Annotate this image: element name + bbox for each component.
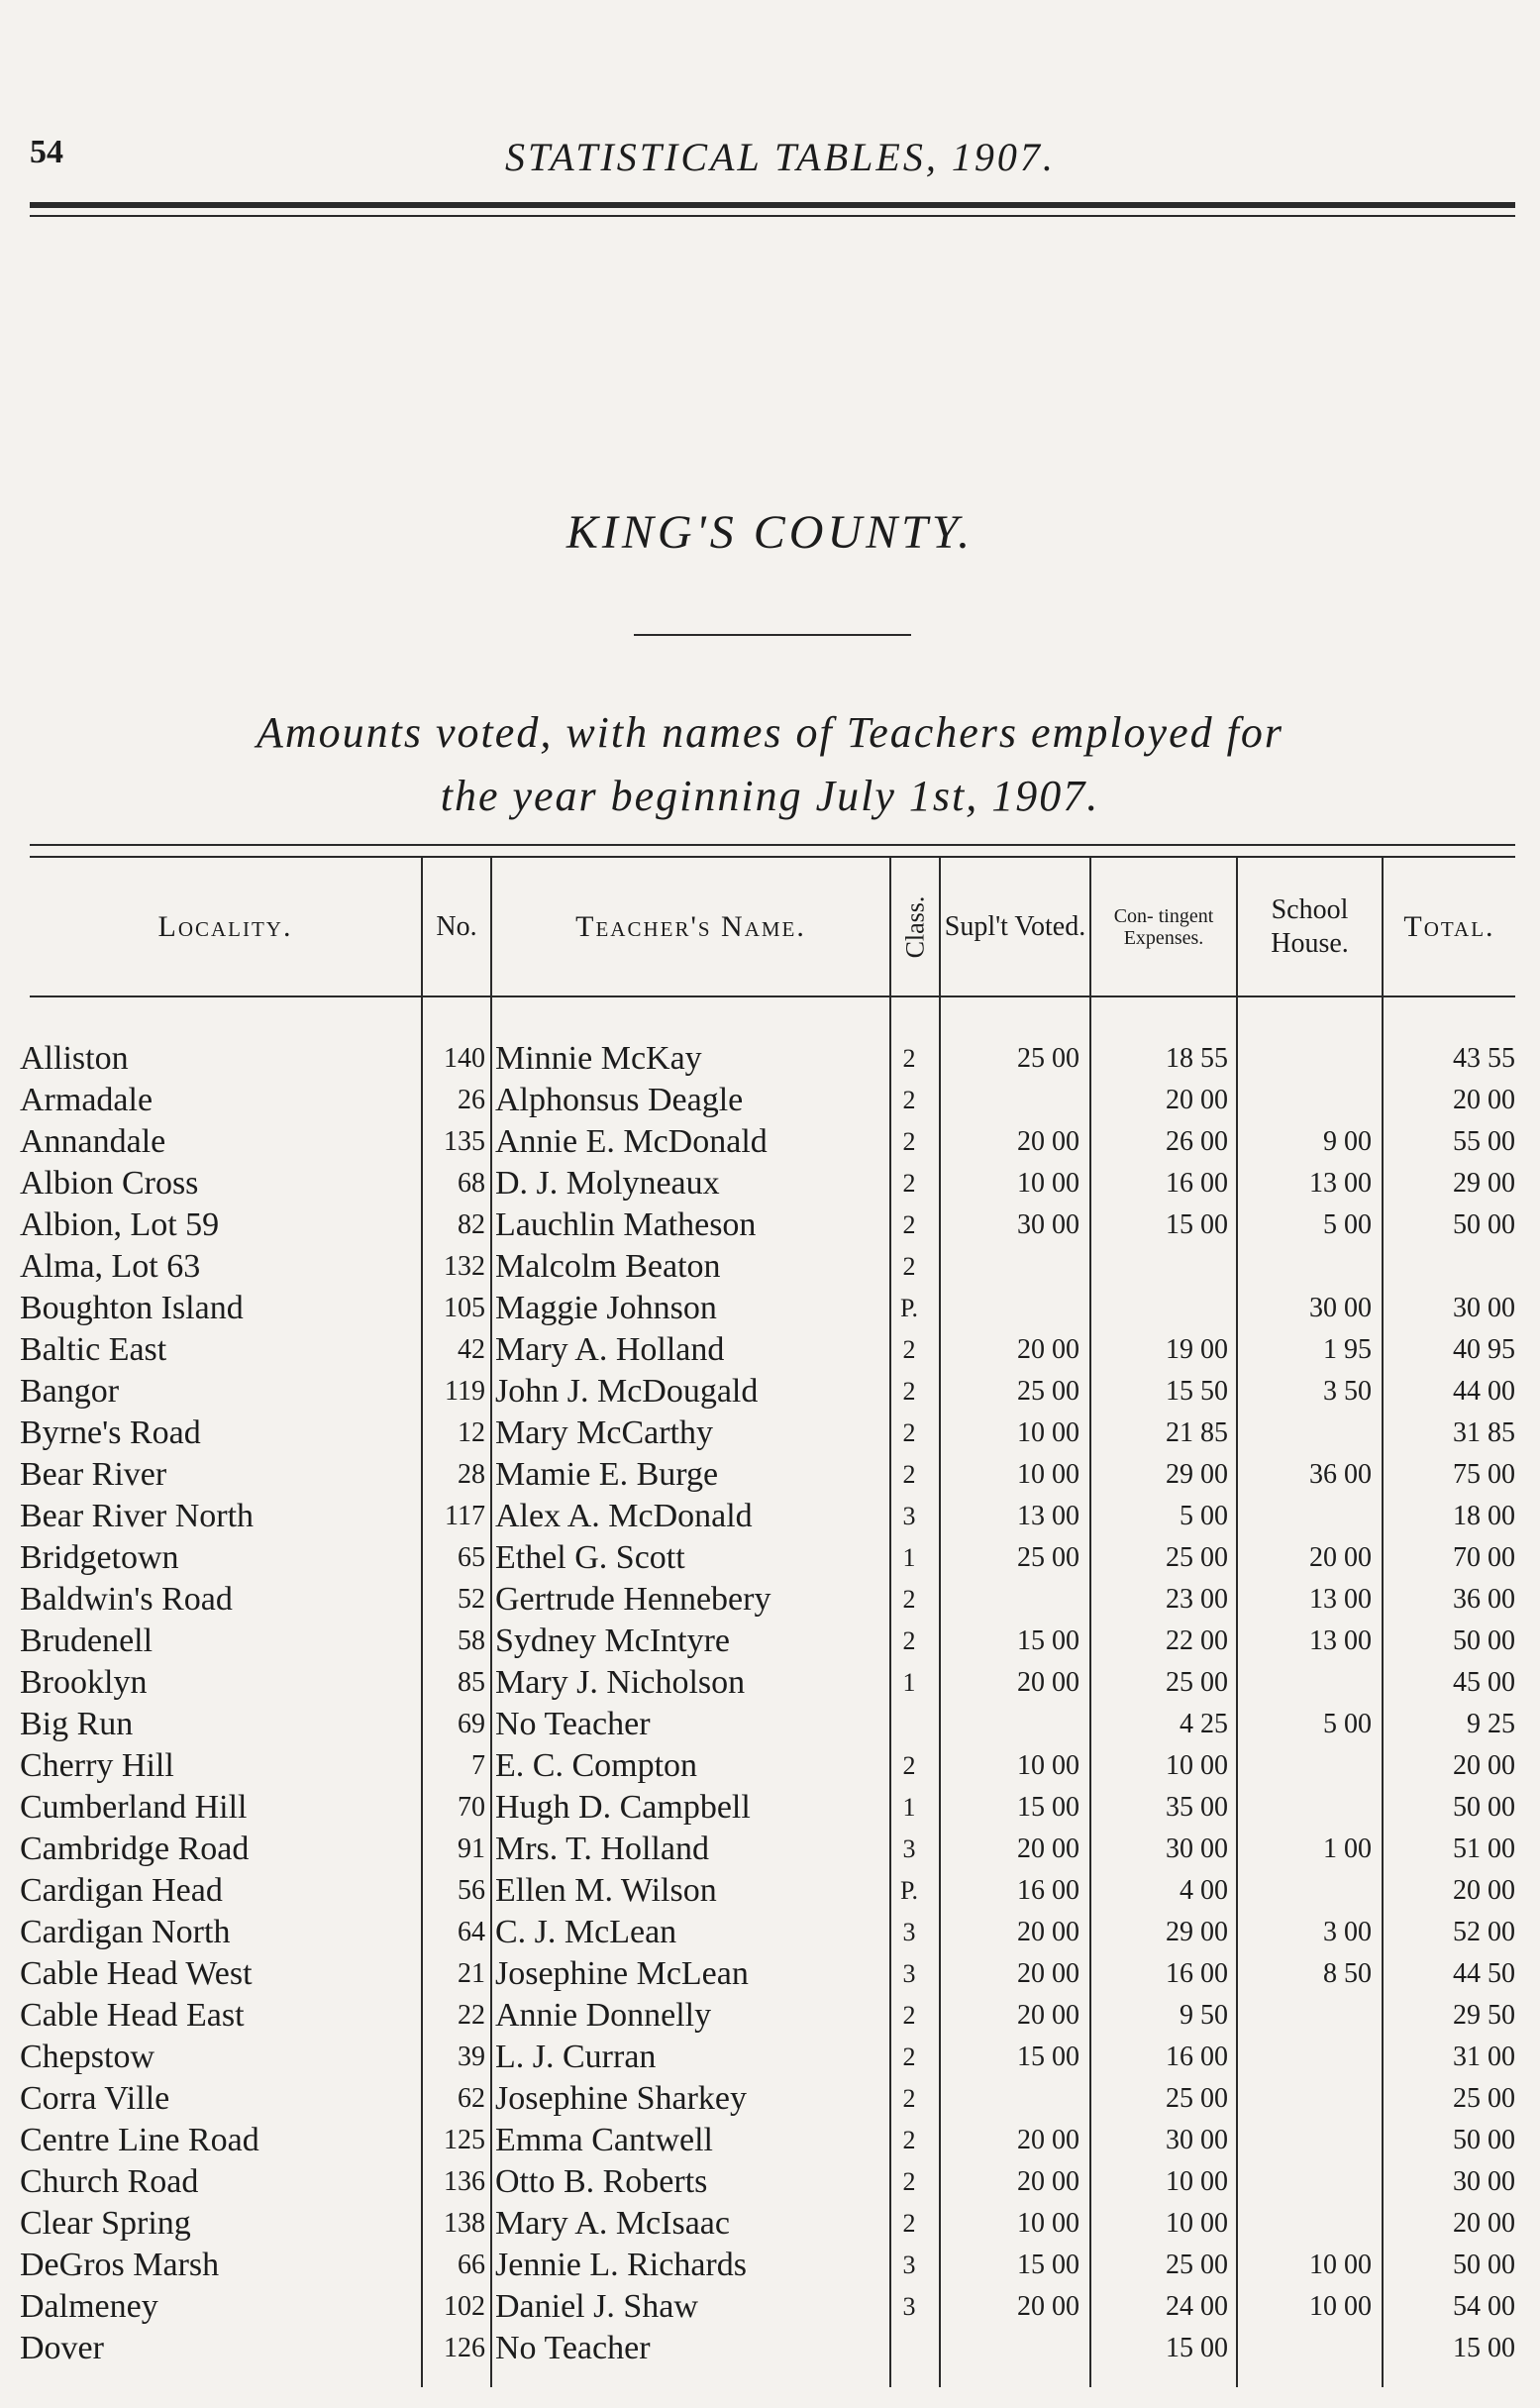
- cell-no: 66: [458, 2250, 485, 2280]
- cell-suplt: 20 00: [1017, 1667, 1079, 1698]
- cell-total: 20 00: [1453, 1750, 1515, 1781]
- cell-total: 30 00: [1453, 1293, 1515, 1323]
- cell-contingent: 16 00: [1166, 2042, 1228, 2072]
- cell-no: 28: [458, 1459, 485, 1490]
- cell-no: 125: [444, 2125, 485, 2155]
- table-row: [0, 1163, 1540, 1204]
- cell-school-house: 13 00: [1309, 1584, 1372, 1615]
- cell-total: 25 00: [1453, 2083, 1515, 2114]
- cell-suplt: 20 00: [1017, 2125, 1079, 2155]
- cell-no: 117: [445, 1501, 485, 1531]
- cell-suplt: 25 00: [1017, 1542, 1079, 1573]
- cell-teacher: Jennie L. Richards: [495, 2247, 747, 2283]
- cell-contingent: 15 00: [1166, 1209, 1228, 1240]
- table-row: [0, 1413, 1540, 1454]
- cell-suplt: 10 00: [1017, 1417, 1079, 1448]
- cell-school-house: 3 00: [1323, 1917, 1372, 1947]
- table-row: [0, 2120, 1540, 2161]
- cell-no: 85: [458, 1667, 485, 1698]
- column-header-school-house: School House.: [1271, 893, 1349, 959]
- cell-locality: Cumberland Hill: [20, 1789, 248, 1826]
- cell-total: 43 55: [1453, 1043, 1515, 1074]
- cell-contingent: 4 00: [1180, 1875, 1228, 1906]
- cell-contingent: 10 00: [1166, 1750, 1228, 1781]
- cell-contingent: 30 00: [1166, 2125, 1228, 2155]
- cell-school-house: 3 50: [1323, 1376, 1372, 1407]
- cell-teacher: Josephine McLean: [495, 1955, 749, 1992]
- cell-locality: Baldwin's Road: [20, 1581, 233, 1618]
- cell-no: 65: [458, 1542, 485, 1573]
- cell-locality: Alliston: [20, 1040, 129, 1077]
- column-header-class: [891, 858, 939, 995]
- cell-total: 9 25: [1467, 1709, 1515, 1739]
- cell-locality: Baltic East: [20, 1331, 167, 1368]
- cell-class: P.: [899, 1294, 919, 1322]
- cell-class: 2: [902, 2126, 916, 2154]
- table-row: [0, 1496, 1540, 1537]
- cell-teacher: John J. McDougald: [495, 1373, 759, 1410]
- cell-no: 69: [458, 1709, 485, 1739]
- cell-class: 3: [902, 2251, 916, 2279]
- table-row: [0, 1912, 1540, 1953]
- cell-suplt: 20 00: [1017, 1126, 1079, 1157]
- cell-no: 26: [458, 1085, 485, 1115]
- table-row: [0, 1038, 1540, 1080]
- table-row: [0, 1995, 1540, 2037]
- table-row: [0, 1204, 1540, 1246]
- cell-suplt: 10 00: [1017, 1750, 1079, 1781]
- table-top-rule: [30, 844, 1515, 846]
- cell-contingent: 29 00: [1166, 1917, 1228, 1947]
- cell-teacher: Emma Cantwell: [495, 2122, 714, 2158]
- cell-contingent: 4 25: [1180, 1709, 1228, 1739]
- header-rule-thin: [30, 215, 1515, 217]
- cell-teacher: Mary A. McIsaac: [495, 2205, 730, 2242]
- cell-teacher: Mary McCarthy: [495, 1414, 714, 1451]
- cell-no: 56: [458, 1875, 485, 1906]
- subtitle-line-1: Amounts voted, with names of Teachers employed for: [257, 708, 1283, 757]
- column-header-locality: Locality.: [157, 909, 293, 943]
- cell-suplt: 25 00: [1017, 1376, 1079, 1407]
- cell-school-house: 36 00: [1309, 1459, 1372, 1490]
- table-row: [0, 2203, 1540, 2245]
- table-header-rule: [30, 995, 1515, 997]
- cell-locality: Armadale: [20, 1082, 154, 1118]
- table-row: [0, 1829, 1540, 1870]
- cell-teacher: Annie Donnelly: [495, 1997, 712, 2034]
- cell-no: 39: [458, 2042, 485, 2072]
- cell-school-house: 13 00: [1309, 1168, 1372, 1199]
- cell-contingent: 22 00: [1166, 1625, 1228, 1656]
- cell-total: 18 00: [1453, 1501, 1515, 1531]
- cell-locality: Brooklyn: [20, 1664, 148, 1701]
- column-header-total: Total.: [1403, 909, 1495, 943]
- cell-locality: Bear River: [20, 1456, 167, 1493]
- cell-total: 70 00: [1453, 1542, 1515, 1573]
- cell-class: 2: [902, 1252, 916, 1281]
- table-row: [0, 2245, 1540, 2286]
- cell-teacher: Sydney McIntyre: [495, 1623, 731, 1659]
- cell-total: 20 00: [1453, 1875, 1515, 1906]
- cell-contingent: 35 00: [1166, 1792, 1228, 1823]
- cell-locality: Centre Line Road: [20, 2122, 259, 2158]
- cell-locality: Cable Head West: [20, 1955, 253, 1992]
- page-number: 54: [30, 134, 63, 170]
- cell-locality: Dover: [20, 2330, 104, 2366]
- cell-suplt: 15 00: [1017, 1792, 1079, 1823]
- table-row: [0, 2161, 1540, 2203]
- cell-teacher: No Teacher: [495, 2330, 651, 2366]
- cell-locality: Church Road: [20, 2163, 199, 2200]
- cell-school-house: 1 95: [1323, 1334, 1372, 1365]
- cell-teacher: Josephine Sharkey: [495, 2080, 748, 2117]
- cell-locality: Chepstow: [20, 2039, 154, 2075]
- column-header-contingent: Con- tingent Expenses.: [1113, 904, 1214, 949]
- cell-class: 2: [902, 2084, 916, 2113]
- cell-school-house: 10 00: [1309, 2250, 1372, 2280]
- cell-contingent: 25 00: [1166, 2083, 1228, 2114]
- cell-teacher: D. J. Molyneaux: [495, 1165, 720, 1202]
- table-row: [0, 1080, 1540, 1121]
- table-row: [0, 1454, 1540, 1496]
- cell-contingent: 9 50: [1180, 2000, 1228, 2031]
- cell-no: 62: [458, 2083, 485, 2114]
- cell-class: 3: [902, 1918, 916, 1946]
- cell-total: 40 95: [1453, 1334, 1515, 1365]
- cell-locality: Cardigan Head: [20, 1872, 223, 1909]
- cell-teacher: Hugh D. Campbell: [495, 1789, 751, 1826]
- cell-teacher: Mamie E. Burge: [495, 1456, 719, 1493]
- cell-contingent: 15 50: [1166, 1376, 1228, 1407]
- column-header-suplt: Supl't Voted.: [944, 910, 1086, 942]
- table-row: [0, 1745, 1540, 1787]
- cell-teacher: Minnie McKay: [495, 1040, 702, 1077]
- cell-total: 50 00: [1453, 1209, 1515, 1240]
- cell-total: 50 00: [1453, 2125, 1515, 2155]
- cell-teacher: Ellen M. Wilson: [495, 1872, 717, 1909]
- cell-no: 119: [445, 1376, 485, 1407]
- cell-teacher: Mary A. Holland: [495, 1331, 725, 1368]
- table-row: [0, 1870, 1540, 1912]
- cell-class: 1: [902, 1668, 916, 1697]
- cell-teacher: Lauchlin Matheson: [495, 1206, 757, 1243]
- cell-teacher: No Teacher: [495, 1706, 651, 1742]
- cell-suplt: 10 00: [1017, 2208, 1079, 2239]
- cell-class: 2: [902, 1127, 916, 1156]
- table-row: [0, 1621, 1540, 1662]
- cell-total: 15 00: [1453, 2333, 1515, 2363]
- table-row: [0, 1787, 1540, 1829]
- cell-suplt: 15 00: [1017, 1625, 1079, 1656]
- cell-total: 50 00: [1453, 2250, 1515, 2280]
- cell-class: P.: [899, 1876, 919, 1905]
- cell-suplt: 10 00: [1017, 1168, 1079, 1199]
- cell-locality: DeGros Marsh: [20, 2247, 220, 2283]
- cell-class: 2: [902, 1086, 916, 1114]
- cell-no: 126: [444, 2333, 485, 2363]
- cell-no: 136: [444, 2166, 485, 2197]
- cell-school-house: 1 00: [1323, 1833, 1372, 1864]
- cell-contingent: 23 00: [1166, 1584, 1228, 1615]
- cell-school-house: 30 00: [1309, 1293, 1372, 1323]
- cell-suplt: 20 00: [1017, 2000, 1079, 2031]
- cell-total: 50 00: [1453, 1625, 1515, 1656]
- cell-teacher: Malcolm Beaton: [495, 1248, 721, 1285]
- cell-contingent: 18 55: [1166, 1043, 1228, 1074]
- cell-total: 52 00: [1453, 1917, 1515, 1947]
- cell-locality: Byrne's Road: [20, 1414, 201, 1451]
- cell-no: 140: [444, 1043, 485, 1074]
- table-row: [0, 1371, 1540, 1413]
- cell-teacher: Alphonsus Deagle: [495, 1082, 744, 1118]
- cell-teacher: Ethel G. Scott: [495, 1539, 685, 1576]
- cell-locality: Corra Ville: [20, 2080, 170, 2117]
- cell-suplt: 20 00: [1017, 1833, 1079, 1864]
- table-row: [0, 2286, 1540, 2328]
- cell-teacher: C. J. McLean: [495, 1914, 677, 1950]
- cell-no: 102: [444, 2291, 485, 2322]
- cell-teacher: Daniel J. Shaw: [495, 2288, 698, 2325]
- cell-no: 135: [444, 1126, 485, 1157]
- cell-no: 12: [458, 1417, 485, 1448]
- cell-suplt: 30 00: [1017, 1209, 1079, 1240]
- cell-school-house: 9 00: [1323, 1126, 1372, 1157]
- cell-no: 64: [458, 1917, 485, 1947]
- cell-school-house: 5 00: [1323, 1209, 1372, 1240]
- cell-class: 2: [902, 2042, 916, 2071]
- county-title: KING'S COUNTY.: [565, 506, 975, 559]
- cell-teacher: Mrs. T. Holland: [495, 1831, 709, 1867]
- cell-suplt: 16 00: [1017, 1875, 1079, 1906]
- cell-total: 30 00: [1453, 2166, 1515, 2197]
- cell-total: 44 50: [1453, 1958, 1515, 1989]
- cell-class: 1: [902, 1543, 916, 1572]
- cell-contingent: 20 00: [1166, 1085, 1228, 1115]
- cell-class: 1: [902, 1793, 916, 1822]
- table-row: [0, 1704, 1540, 1745]
- cell-teacher: Maggie Johnson: [495, 1290, 717, 1326]
- cell-contingent: 24 00: [1166, 2291, 1228, 2322]
- cell-contingent: 25 00: [1166, 1542, 1228, 1573]
- table-row: [0, 1288, 1540, 1329]
- cell-suplt: 20 00: [1017, 1917, 1079, 1947]
- cell-class: 3: [902, 1959, 916, 1988]
- cell-school-house: 13 00: [1309, 1625, 1372, 1656]
- cell-contingent: 26 00: [1166, 1126, 1228, 1157]
- cell-class: 2: [902, 1751, 916, 1780]
- header-rule-thick: [30, 202, 1515, 208]
- cell-class: 2: [902, 1377, 916, 1406]
- cell-school-house: 5 00: [1323, 1709, 1372, 1739]
- cell-class: 2: [902, 2001, 916, 2030]
- running-title: STATISTICAL TABLES, 1907.: [505, 135, 1056, 179]
- cell-no: 68: [458, 1168, 485, 1199]
- table-row: [0, 1121, 1540, 1163]
- cell-class: 2: [902, 2167, 916, 2196]
- page-header: [30, 134, 1515, 183]
- cell-total: 29 00: [1453, 1168, 1515, 1199]
- cell-locality: Albion Cross: [20, 1165, 199, 1202]
- cell-locality: Boughton Island: [20, 1290, 244, 1326]
- cell-suplt: 13 00: [1017, 1501, 1079, 1531]
- cell-contingent: 30 00: [1166, 1833, 1228, 1864]
- cell-total: 20 00: [1453, 2208, 1515, 2239]
- cell-no: 52: [458, 1584, 485, 1615]
- cell-contingent: 16 00: [1166, 1958, 1228, 1989]
- cell-contingent: 29 00: [1166, 1459, 1228, 1490]
- cell-no: 138: [444, 2208, 485, 2239]
- cell-class: 2: [902, 1169, 916, 1198]
- cell-class: 3: [902, 1834, 916, 1863]
- cell-contingent: 25 00: [1166, 1667, 1228, 1698]
- cell-suplt: 20 00: [1017, 1334, 1079, 1365]
- cell-contingent: 19 00: [1166, 1334, 1228, 1365]
- cell-no: 105: [444, 1293, 485, 1323]
- cell-no: 58: [458, 1625, 485, 1656]
- cell-locality: Bridgetown: [20, 1539, 179, 1576]
- cell-locality: Albion, Lot 59: [20, 1206, 220, 1243]
- cell-contingent: 10 00: [1166, 2208, 1228, 2239]
- cell-total: 20 00: [1453, 1085, 1515, 1115]
- cell-total: 50 00: [1453, 1792, 1515, 1823]
- cell-total: 54 00: [1453, 2291, 1515, 2322]
- cell-total: 31 85: [1453, 1417, 1515, 1448]
- cell-total: 29 50: [1453, 2000, 1515, 2031]
- cell-class: 2: [902, 1626, 916, 1655]
- cell-no: 21: [458, 1958, 485, 1989]
- cell-contingent: 5 00: [1180, 1501, 1228, 1531]
- cell-total: 51 00: [1453, 1833, 1515, 1864]
- cell-locality: Dalmeney: [20, 2288, 158, 2325]
- cell-class: 2: [902, 2209, 916, 2238]
- cell-teacher: E. C. Compton: [495, 1747, 698, 1784]
- cell-class: 2: [902, 1044, 916, 1073]
- cell-contingent: 25 00: [1166, 2250, 1228, 2280]
- cell-class: 2: [902, 1585, 916, 1614]
- cell-locality: Annandale: [20, 1123, 166, 1160]
- table-row: [0, 1662, 1540, 1704]
- subtitle: [0, 701, 1540, 828]
- table-row: [0, 1246, 1540, 1288]
- column-header-no: No.: [436, 910, 477, 942]
- cell-locality: Big Run: [20, 1706, 134, 1742]
- cell-total: 75 00: [1453, 1459, 1515, 1490]
- cell-suplt: 20 00: [1017, 2291, 1079, 2322]
- cell-suplt: 15 00: [1017, 2042, 1079, 2072]
- cell-no: 7: [471, 1750, 485, 1781]
- table-row: [0, 1329, 1540, 1371]
- cell-contingent: 10 00: [1166, 2166, 1228, 2197]
- title-divider: [634, 634, 911, 636]
- cell-class: 3: [902, 2292, 916, 2321]
- cell-teacher: L. J. Curran: [495, 2039, 657, 2075]
- cell-no: 70: [458, 1792, 485, 1823]
- cell-contingent: 16 00: [1166, 1168, 1228, 1199]
- cell-contingent: 15 00: [1166, 2333, 1228, 2363]
- cell-school-house: 8 50: [1323, 1958, 1372, 1989]
- subtitle-line-2: the year beginning July 1st, 1907.: [440, 772, 1100, 820]
- table-row: [0, 1579, 1540, 1621]
- cell-teacher: Mary J. Nicholson: [495, 1664, 746, 1701]
- table-row: [0, 1953, 1540, 1995]
- cell-locality: Cherry Hill: [20, 1747, 174, 1784]
- column-header-teacher: Teacher's Name.: [575, 909, 806, 943]
- cell-contingent: 21 85: [1166, 1417, 1228, 1448]
- cell-suplt: 15 00: [1017, 2250, 1079, 2280]
- table-row: [0, 2037, 1540, 2078]
- cell-no: 42: [458, 1334, 485, 1365]
- column-header-class-label: Class.: [900, 895, 929, 958]
- table-row: [0, 1537, 1540, 1579]
- cell-school-house: 20 00: [1309, 1542, 1372, 1573]
- cell-teacher: Otto B. Roberts: [495, 2163, 708, 2200]
- cell-total: 36 00: [1453, 1584, 1515, 1615]
- cell-total: 31 00: [1453, 2042, 1515, 2072]
- cell-class: 3: [902, 1502, 916, 1530]
- table-row: [0, 2328, 1540, 2369]
- cell-locality: Cable Head East: [20, 1997, 245, 2034]
- cell-class: 2: [902, 1460, 916, 1489]
- cell-suplt: 20 00: [1017, 1958, 1079, 1989]
- cell-suplt: 20 00: [1017, 2166, 1079, 2197]
- cell-locality: Brudenell: [20, 1623, 154, 1659]
- cell-suplt: 10 00: [1017, 1459, 1079, 1490]
- cell-school-house: 10 00: [1309, 2291, 1372, 2322]
- cell-teacher: Annie E. McDonald: [495, 1123, 768, 1160]
- cell-total: 45 00: [1453, 1667, 1515, 1698]
- cell-total: 55 00: [1453, 1126, 1515, 1157]
- cell-class: 2: [902, 1418, 916, 1447]
- cell-locality: Bear River North: [20, 1498, 255, 1534]
- cell-no: 132: [444, 1251, 485, 1282]
- cell-no: 22: [458, 2000, 485, 2031]
- cell-class: 2: [902, 1335, 916, 1364]
- cell-teacher: Gertrude Hennebery: [495, 1581, 771, 1618]
- cell-locality: Cambridge Road: [20, 1831, 250, 1867]
- cell-no: 91: [458, 1833, 485, 1864]
- cell-class: 2: [902, 1210, 916, 1239]
- cell-teacher: Alex A. McDonald: [495, 1498, 753, 1534]
- cell-no: 82: [458, 1209, 485, 1240]
- cell-locality: Cardigan North: [20, 1914, 231, 1950]
- cell-total: 44 00: [1453, 1376, 1515, 1407]
- cell-locality: Alma, Lot 63: [20, 1248, 201, 1285]
- cell-suplt: 25 00: [1017, 1043, 1079, 1074]
- cell-locality: Clear Spring: [20, 2205, 191, 2242]
- cell-locality: Bangor: [20, 1373, 120, 1410]
- table-row: [0, 2078, 1540, 2120]
